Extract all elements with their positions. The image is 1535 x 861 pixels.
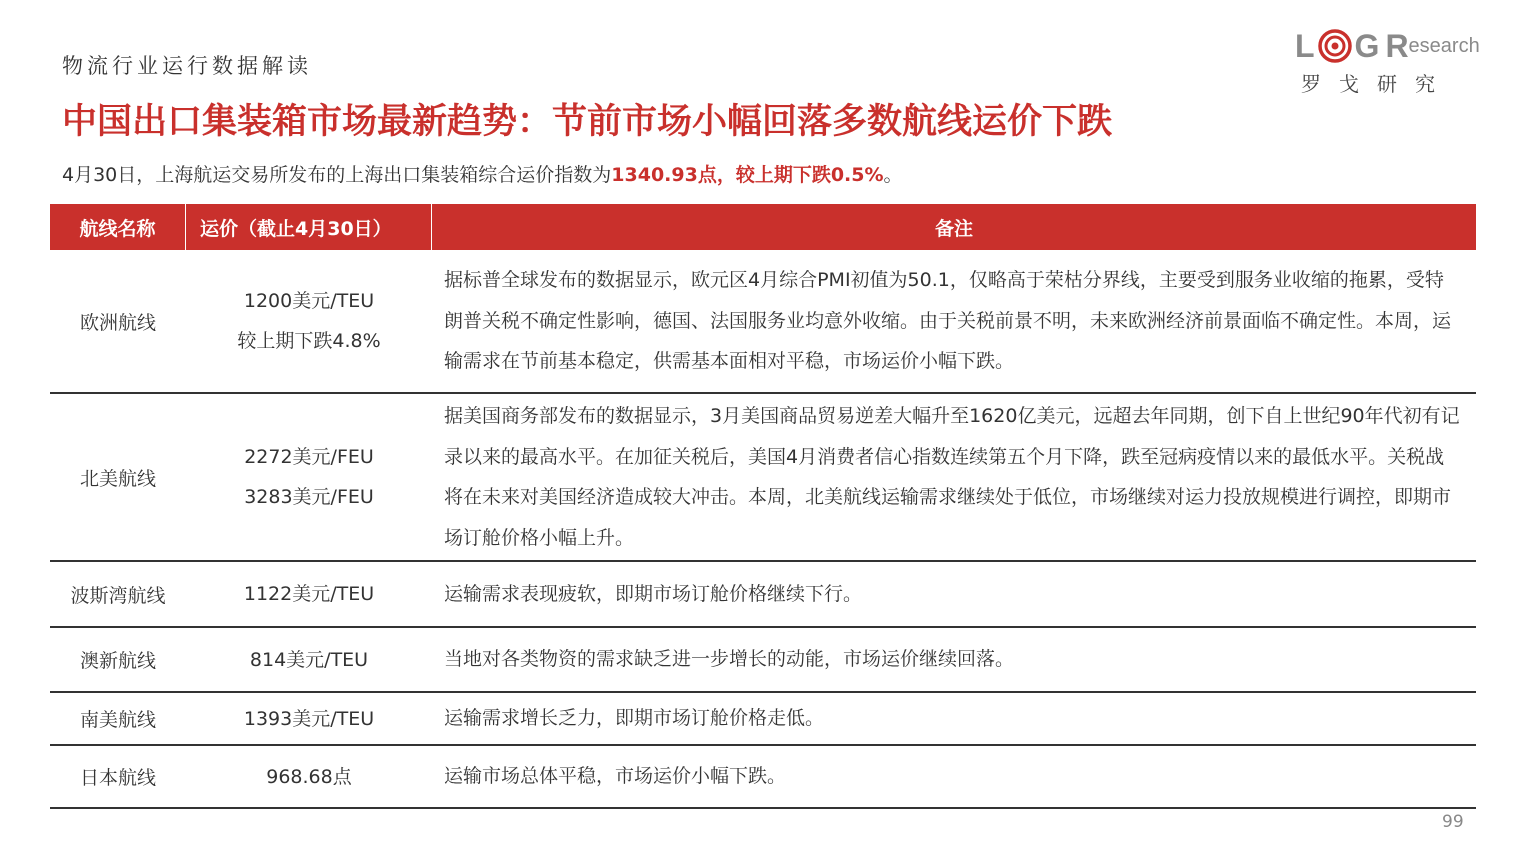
logo-chinese-name: 罗戈研究 <box>1301 72 1453 96</box>
route-price <box>186 394 432 560</box>
subtitle-suffix: 。 <box>883 164 903 186</box>
route-price <box>186 746 432 807</box>
table-row <box>50 250 1476 394</box>
route-name: 波斯湾航线 <box>70 584 166 607</box>
route-price <box>186 250 432 392</box>
page-subtitle <box>62 160 903 187</box>
route-name: 南美航线 <box>79 709 156 731</box>
route-name: 澳新航线 <box>79 650 156 672</box>
route-note: 运输需求表现疲软，即期市场订舱价格继续下行。 <box>444 582 863 605</box>
header-price: 运价（截止4月30日） <box>186 204 432 250</box>
logo-letter-g: G <box>1354 28 1380 64</box>
route-name: 欧洲航线 <box>79 311 156 334</box>
logr-logo <box>1295 28 1480 98</box>
route-name: 日本航线 <box>79 767 156 789</box>
price-line: 814美元/TEU <box>249 648 369 671</box>
price-line: 968.68点 <box>266 765 352 788</box>
freight-rate-table <box>50 204 1476 809</box>
page-number: 99 <box>1442 812 1464 832</box>
logo-letter-l: L <box>1295 28 1315 64</box>
header-route-name: 航线名称 <box>50 204 186 250</box>
logo-mark <box>1295 28 1480 64</box>
logo-letter-r: R <box>1385 28 1409 64</box>
header-notes: 备注 <box>934 217 973 240</box>
subtitle-prefix: 4月30日，上海航运交易所发布的上海出口集装箱综合运价指数为 <box>62 164 612 186</box>
route-price <box>186 628 432 691</box>
price-line: 1393美元/TEU <box>243 707 375 730</box>
route-name: 北美航线 <box>79 467 156 490</box>
table-header <box>50 204 1476 250</box>
table-row <box>50 746 1476 809</box>
target-icon <box>1318 29 1352 63</box>
route-price <box>186 562 432 626</box>
table-row <box>50 562 1476 628</box>
table-row <box>50 693 1476 746</box>
route-note: 当地对各类物资的需求缺乏进一步增长的动能，市场运价继续回落。 <box>444 648 1015 671</box>
section-label: 物流行业运行数据解读 <box>62 54 312 78</box>
route-note: 运输需求增长乏力，即期市场订舱价格走低。 <box>444 707 825 730</box>
table-row <box>50 394 1476 562</box>
table-row <box>50 628 1476 693</box>
price-line: 2272美元/FEU <box>244 446 374 468</box>
logo-word-rest: esearch <box>1408 35 1480 57</box>
route-price <box>186 693 432 744</box>
price-line: 较上期下跌4.8% <box>237 330 381 352</box>
route-note: 据美国商务部发布的数据显示，3月美国商品贸易逆差大幅升至1620亿美元，远超去年同期，创下自上世纪90年代初有记录以来的最高水平。在加征关税后，美国4月消费者信心指数连续第五个月下降，跌至冠病疫情以来的最低水平。关税战将在未来对美国经济造成较大冲击。本周，北美航线运输需求继续处于低位，市场继续对运力投放规模进行调控，即期市场订舱价格小幅上升。 <box>444 405 1460 549</box>
route-note: 据标普全球发布的数据显示，欧元区4月综合PMI初值为50.1，仅略高于荣枯分界线，主要受到服务业收缩的拖累，受特朗普关税不确定性影响，德国、法国服务业均意外收缩。由于关税前景不明，未来欧洲经济前景面临不确定性。本周，运输需求在节前基本稳定，供需基本面相对平稳，市场运价小幅下跌。 <box>444 269 1452 373</box>
page-title: 中国出口集装箱市场最新趋势：节前市场小幅回落多数航线运价下跌 <box>62 102 1113 142</box>
price-line: 1122美元/TEU <box>243 583 375 605</box>
price-line: 1200美元/TEU <box>243 290 375 312</box>
subtitle-highlight: 1340.93点，较上期下跌0.5% <box>611 164 884 186</box>
route-note: 运输市场总体平稳，市场运价小幅下跌。 <box>444 765 787 788</box>
price-line: 3283美元/FEU <box>244 486 374 508</box>
